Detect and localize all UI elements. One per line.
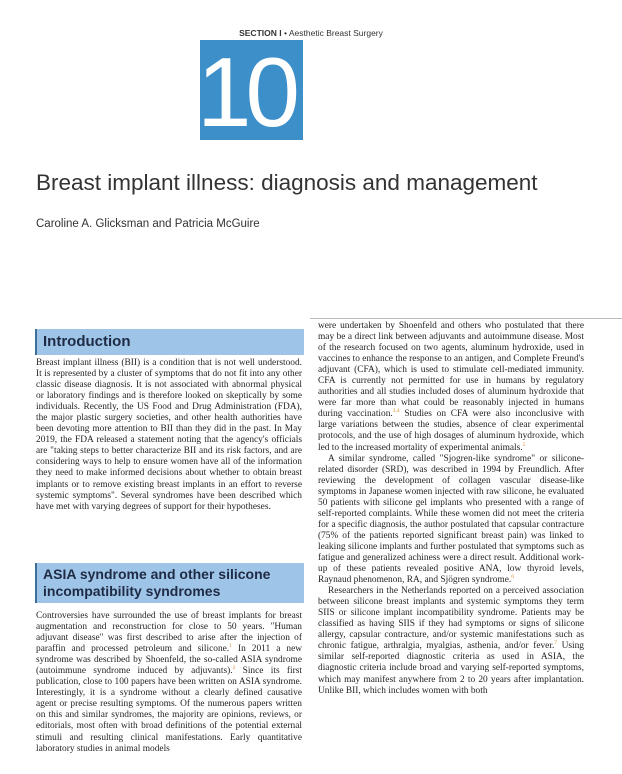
section-running-head [0,28,622,38]
reference-marker[interactable]: 6 [511,573,514,580]
paragraph: Researchers in the Netherlands reported on a perceived association between silicone breast implants and systemic symptoms they term SIIS or silicone implant incompatibility syndrome. Patients may be classified as having SIIS if they had symptoms or signs of silicone allergy, capsular contracture, and/or systemic manifestations such as chronic fatigue, arthralgia, myalgias, asthenia, and/or fever.$^7$ Using similar self-reported diagnostic criteria as used in ASIA, the diagnostic criteria include broad and varying self-reported symptoms, which may manifest anywhere from 2 to 20 years after implantation. Unlike BII, which includes women with both [318,586,584,696]
reference-marker[interactable]: 3,4 [392,408,400,415]
section-name: Aesthetic Breast Surgery [288,28,383,38]
chapter-number: 10 [197,40,295,144]
introduction-body [36,358,302,513]
right-column-body [318,321,584,697]
paragraph: Breast implant illness (BII) is a condition that is not well understood. It is represented by a cluster of symptoms that do not fit into any other classic disease diagnosis. It is not associated with abnormal physical or laboratory findings and is therefore looked on skeptically by some individuals. Recently, the US Food and Drug Administration (FDA), the major plastic surgery societies, and other health authorities have been devoting more attention to BII than they did in the past. In May 2019, the FDA released a statement noting that the agency's officials are "taking steps to better characterize BII and its risk factors, and are considering ways to help to ensure women have all of the information they need to make informed decisions about whether to obtain breast implants or to remove existing breast implants in an effort to reverse systemic symptoms". Several syndromes have been described which have met with varying degrees of support for their hypotheses. [36,358,302,512]
section-bullet: • [283,28,287,38]
paragraph: A similar syndrome, called "Sjogren-like syndrome" or silicone-related disorder (SRD), was described in 1994 by Freundlich. After reviewing the development of collagen vascular disease-like symptoms in Japanese women injected with raw silicone, he evaluated 50 patients with silicone gel implants who presented with a range of self-reported complaints. While these women did not meet the criteria for a specific diagnosis, the author postulated that capsular contracture (75% of the patients reported significant breast pain) was linked to leaking silicone implants and further postulated that symptoms such as fatigue and generalized achiness were a direct result. Additional work-up of these patients revealed positive ANA, low thyroid levels, Raynaud phenomenon, RA, and Sjögren syndrome.$^6$ [318,453,584,586]
asia-body [36,611,302,755]
section-label: SECTION I [239,28,282,38]
paragraph: Controversies have surrounded the use of breast implants for breast augmentation and reconstruction for close to 50 years. "Human adjuvant disease" was first described to arise after the injection of paraffin and processed petroleum and silicone.$^1$ In 2011 a new syndrome was described by Shoenfeld, the so-called ASIA syndrome (autoimmune syndrome induced by adjuvants).$^2$ Since its first publication, close to 100 papers have been written on ASIA syndrome. Interestingly, it is a syndrome without a clearly defined causative agent or precise resulting symptoms. Of the numerous papers written on this and similar syndromes, the majority are opinions, reviews, or editorials, most often with broad definitions of the potential external stimuli and resulting clinical manifestations. Early quantitative laboratory studies in animal models [36,611,303,754]
heading-asia-syndrome: ASIA syndrome and other silicone incompatibility syndromes [35,563,304,603]
chapter-authors: Caroline A. Glicksman and Patricia McGuire [36,218,260,230]
reference-marker[interactable]: 7 [554,640,558,647]
chapter-title: Breast implant illness: diagnosis and management [36,170,538,195]
column-divider-rule [310,318,622,319]
chapter-banner-gray [303,40,622,140]
reference-marker[interactable]: 1 [229,643,232,650]
heading-introduction: Introduction [35,329,304,355]
reference-marker[interactable]: 5 [522,441,526,448]
paragraph: were undertaken by Shoenfeld and others who postulated that there may be a direct link between adjuvants and autoimmune disease. Most of the research focused on two agents, aluminum hydroxide, used in vaccines to enhance the response to an antigen, and Complete Freund's adjuvant (CFA), which is used to stimulate cell-mediated immunity. CFA is currently not permitted for use in humans by regulatory authorities and all studies included doses of aluminum hydroxide that were far more than what could be reasonably injected in humans during vaccination.$^{3,4}$ Studies on CFA were also inconclusive with large variations between the studies, absence of clear experimental protocols, and the use of high dosages of aluminum hydroxide, which led to the increased mortality of experimental animals.$^5$ [318,321,585,453]
reference-marker[interactable]: 2 [232,665,236,672]
